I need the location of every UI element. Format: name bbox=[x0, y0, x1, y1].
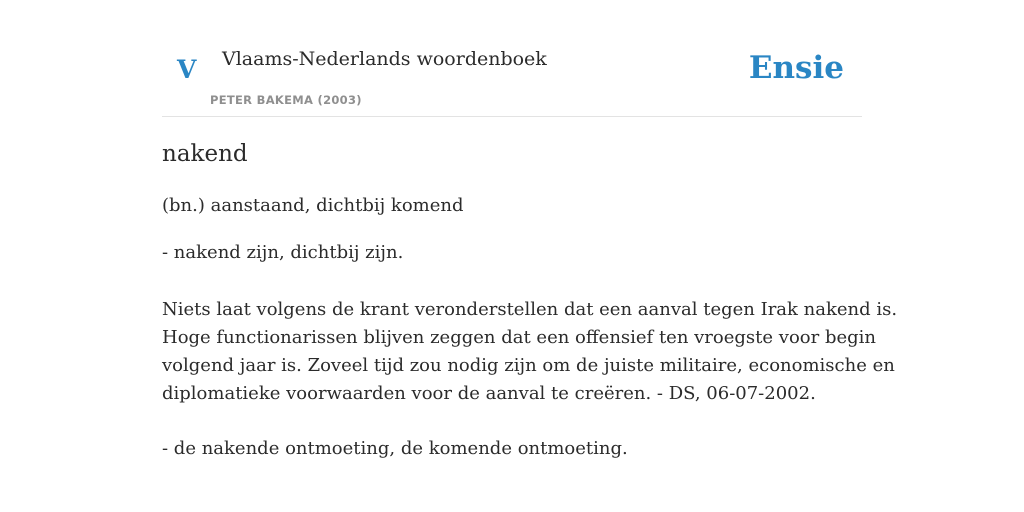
dictionary-title[interactable]: Vlaams-Nederlands woordenboek bbox=[222, 48, 547, 70]
ensie-logo[interactable]: Ensie bbox=[748, 50, 844, 86]
quote-line: Niets laat volgens de krant veronderstellen dat een aanval tegen Irak nakend is. bbox=[162, 299, 898, 320]
definition: (bn.) aanstaand, dichtbij komend bbox=[162, 195, 464, 216]
entry-header bbox=[162, 0, 862, 117]
dictionary-entry-page bbox=[162, 0, 898, 459]
quote-line: diplomatieke voorwaarden voor de aanval te creëren. - DS, 06-07-2002. bbox=[162, 383, 816, 404]
citation-quote bbox=[162, 296, 898, 408]
headword: nakend bbox=[162, 141, 248, 167]
dictionary-letter-icon[interactable]: V bbox=[177, 55, 197, 84]
quote-line: volgend jaar is. Zoveel tijd zou nodig zijn om de juiste militaire, economische en bbox=[162, 355, 895, 376]
dictionary-author: PETER BAKEMA (2003) bbox=[210, 93, 362, 107]
quote-line: Hoge functionarissen blijven zeggen dat een offensief ten vroegste voor begin bbox=[162, 327, 876, 348]
usage-example: - de nakende ontmoeting, de komende ontmoeting. bbox=[162, 438, 628, 459]
usage-example: - nakend zijn, dichtbij zijn. bbox=[162, 242, 404, 263]
